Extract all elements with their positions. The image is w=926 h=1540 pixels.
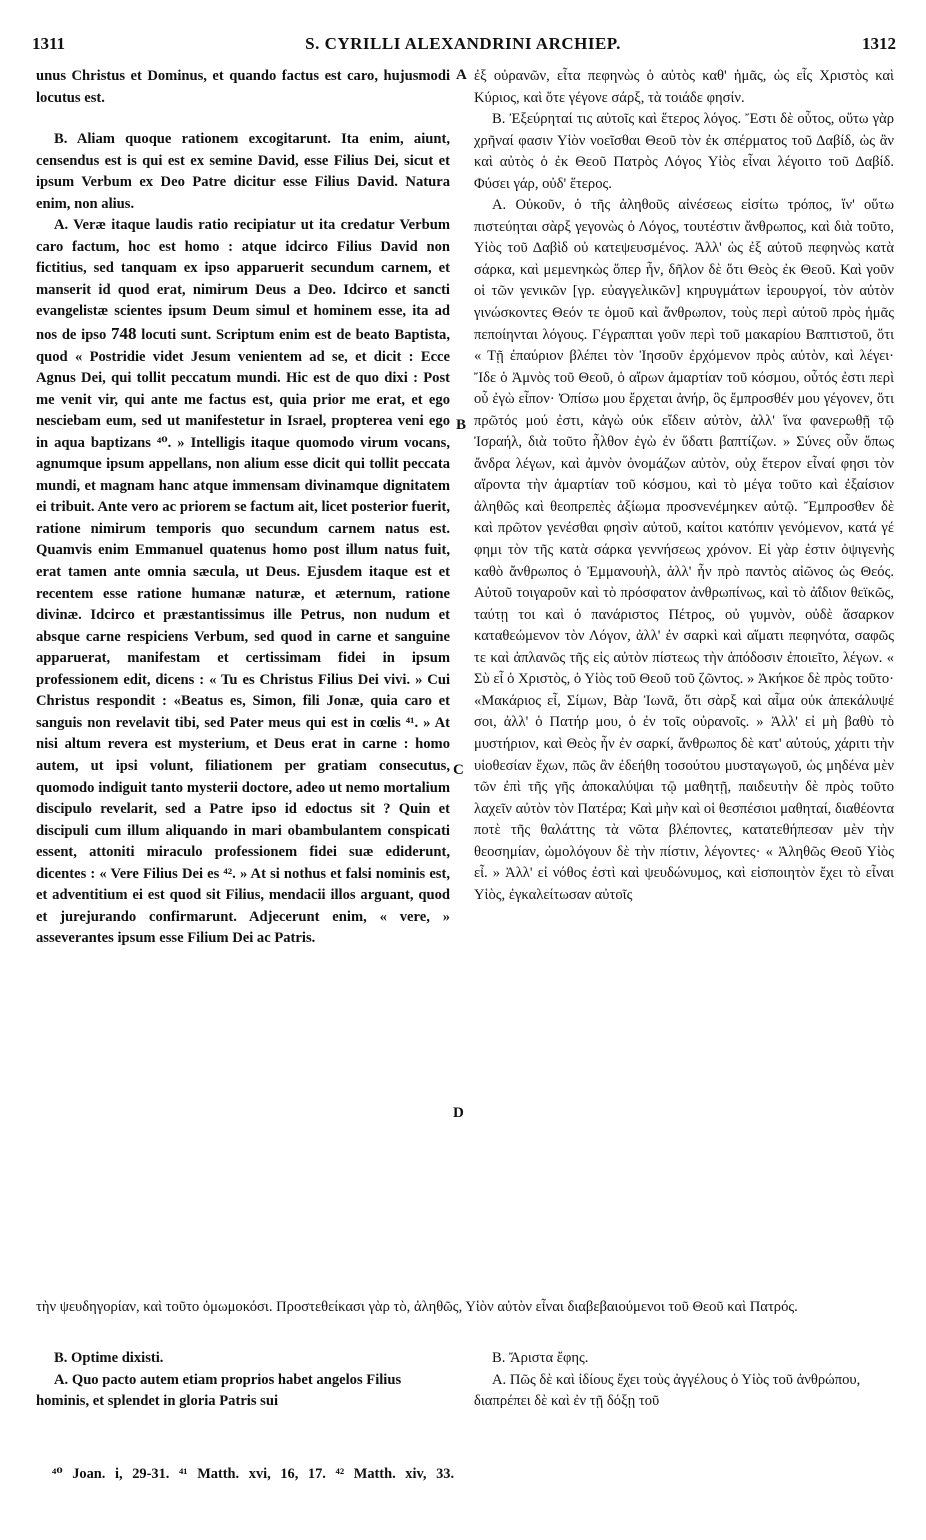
greek-bridge-line: τὴν ψευδηγορίαν, καὶ τοῦτο ὀμωμοκόσι. Προστεθείκασι γὰρ τὸ, ἀληθῶς, Υἱὸν αὐτὸν εἶναι διαβεβαιούμενοι τοῦ Θεοῦ καὶ Πατρός.: [36, 1299, 798, 1315]
latin-column: [36, 66, 450, 950]
latin-lower-block: [36, 1348, 450, 1413]
greek-lower-block: [474, 1348, 894, 1413]
page-number-right: 1312: [862, 34, 896, 53]
greek-response-b: B. Ἄριστα ἔφης.: [492, 1350, 589, 1366]
latin-response-b: B. Optime dixisti.: [54, 1350, 164, 1366]
column-number: 748: [111, 324, 137, 344]
margin-marker-a: A: [456, 67, 467, 83]
page-header: [26, 34, 900, 58]
page-number-left: 1311: [32, 34, 66, 53]
greek-column: [474, 66, 894, 906]
greek-paragraph-2: B. Ἐξεύρηταί τις αὐτοῖς καὶ ἕτερος λόγος. Ἔστι δὲ οὗτος, οὕτω γὰρ χρῆναί φασιν Υἱὸν νοεῖσθαι Θεοῦ τὸν ἐκ σπέρματος τοῦ Δαβίδ, ὡς ἂν καὶ αὐτὸς ὁ ἐκ Θεοῦ Πατρὸς Λόγος Υἱὸς εἶναι λέγοιτο τοῦ Δαβίδ. Φύσει γάρ, οὐδ' ἕτερος.: [474, 111, 894, 192]
margin-marker-d: D: [453, 1105, 464, 1121]
latin-paragraph-2: B. Aliam quoque rationem excogitarunt. Ita enim, aiunt, censendus est is qui est ex semine David, esse Filius Dei, sicut et ipsum Verbum ex Deo Patre dicitur esse Filius David. Natura enim, non alius.: [36, 131, 450, 212]
margin-marker-b: B: [456, 417, 467, 433]
latin-paragraph-3a: A. Veræ itaque laudis ratio recipiatur ut ita credatur Verbum caro factum, hoc est homo : atque idcirco Filius David non fictitius, sed tanquam ex ipso apparuerit secundum carnem, et manserit id quod erat, nimirum Deus a Deo. Idcirco et sancti evangelistæ scientes ipsum Deum simul et hominem esse, ita ad nos de ipso: [36, 217, 450, 344]
latin-paragraph-1: unus Christus et Dominus, et quando factus est caro, hujusmodi locutus est.: [36, 68, 450, 106]
footnotes: ⁴⁰ Joan. i, 29-31. ⁴¹ Matth. xvi, 16, 17. ⁴² Matth. xiv, 33.: [52, 1466, 455, 1482]
greek-paragraph-3: A. Οὐκοῦν, ὁ τῆς ἀληθοῦς αἰνέσεως εἰσίτω τρόπος, ἵν' οὕτω πιστεύηται σὰρξ γεγονὼς ὁ Λόγος, τουτέστιν ἄνθρωπος, καὶ διὰ τοῦτο, Υἱὸς τοῦ Δαβὶδ οὐ κατεψευσμένος. Ἀλλ' ὡς ἐξ αὐτοῦ πεφηνὼς κατὰ σάρκα, καὶ μεμενηκὼς ὅπερ ἦν, δῆλον δὲ ὅτι Θεὸς ἐκ Θεοῦ. Καὶ γοῦν οἱ τῶν γενικῶν [γρ. εὐαγγελικῶν] κηρυγμάτων ἱερουργοί, τὸν αὐτὸν γινώσκοντες Θεόν τε ὁμοῦ καὶ ἄνθρωπον, τοὺς περὶ αὐτοῦ πρὸς ἡμᾶς πεποίηνται λόγους. Γέγραπται γοῦν περὶ τοῦ μακαρίου Βαπτιστοῦ, ὅτι « Τῇ ἐπαύριον βλέπει τὸν Ἰησοῦν ἐρχόμενον πρὸς αὐτὸν, καὶ λέγει· Ἴδε ὁ Ἀμνὸς τοῦ Θεοῦ, ὁ αἴρων ἁμαρτίαν τοῦ κόσμου, οὗτός ἐστι περὶ οὗ ἐγὼ εἶπον· Ὀπίσω μου ἔρχεται ἀνήρ, ὃς ἔμπροσθέν μου γέγονεν, ὅτι πρῶτός μού ἐστι, κἀγὼ οὐκ εἴδειν αὐτὸν, ἀλλ' ἵνα φανερωθῇ τῷ Ἰσραήλ, διὰ τοῦτο ἦλθον ἐγὼ ἐν ὕδατι βαπτίζων. » Σύνες οὖν ὅπως ἄνδρα λέγων, καὶ ἀμνὸν ὀνομάζων αὐτὸν, οὐχ ἕτερον εἶναί φησι τὸν αἴροντα τὴν ἁμαρτίαν τοῦ κόσμου, καὶ τὸ μέγα τοῦτο καὶ ἐξαίσιον ἀληθῶς καὶ θεοπρεπὲς ἀξίωμα προσνενέμηκεν αὐτῷ. Ἔμπροσθεν δὲ καὶ πρῶτον γενέσθαι φησὶν αὐτοῦ, καίτοι κατόπιν γενόμενον, κατά γέ φημι τὸν τῆς κατὰ σάρκα γεννήσεως χρόνον. Εἰ γὰρ ἐστιν ὀψιγενὴς καθὸ ἄνθρωπος ὁ Ἐμμανουὴλ, ἀλλ' ἦν πρὸ παντὸς αἰῶνος ὡς Θεός. Αὐτοῦ τοιγαροῦν καὶ τὸ πρόσφατον ἀνθρωπίνως, καὶ τὸ ἀΐδιον θεϊκῶς, ταύτῃ τοι καὶ ὁ πανάριστος Πέτρος, οὐ γυμνὸν, οὐδὲ ἄσαρκον καταθεώμενον τὸν Λόγον, ἀλλ' ἐν σαρκὶ καὶ αἵματι πεφηνότα, σαφῶς τε καὶ ἀπλανῶς τῆς εἰς αὐτὸν πίστεως τὴν ἀπόδοσιν ἐποιεῖτο, λέγων. « Σὺ εἶ ὁ Χριστὸς, ὁ Υἱὸς τοῦ Θεοῦ τοῦ ζῶντος. » Ἀκήκοε δὲ πρὸς τοῦτο· «Μακάριος εἶ, Σίμων, Βὰρ Ἰωνᾶ, ὅτι σὰρξ καὶ αἷμα οὐκ ἀπεκάλυψέ σοι, ἀλλ' ὁ Πατήρ μου, ὁ ἐν τοῖς οὐρανοῖς. » Ἀλλ' εἰ μὴ βαθὺ τὸ μυστήριον, καὶ Θεὸς ἦν ἐν σαρκί, ἄνθρωπος δὲ κατ' αὐτούς, χάριτι τὴν υἱοθεσίαν ἔχων, πῶς ἂν ἐδεήθη τοσούτου μυσταγωγοῦ, ὡς μηδένα μὲν τῶν ἐπὶ τῆς γῆς ἀποκαλύψαι τῷ μαθητῇ, παιδευτὴν δὲ πρὸς τοῦτο λαχεῖν αὐτὸν τὸν Πατέρα; Καὶ μὴν καὶ οἱ θεσπέσιοι μαθηταί, διαθέοντα ποτὲ τῆς θαλάττης τὰ νῶτα βλέποντες, κατατεθήπεσαν μὲν τὴν θεοσημίαν, ὡμολόγουν δὲ τὴν πίστιν, λέγοντες· « Ἀληθῶς Θεοῦ Υἱὸς εἶ. » Ἀλλ' εἰ νόθος ἐστὶ καὶ ψευδώνυμος, καὶ εἰσποιητὸν ἔχει τὸ εἶναι Υἱὸς, ἐγκαλείτωσαν αὐτοῖς: [474, 197, 894, 903]
running-title: S. CYRILLI ALEXANDRINI ARCHIEP.: [305, 34, 621, 53]
greek-paragraph-1: ἐξ οὐρανῶν, εἶτα πεφηνὼς ὁ αὐτὸς καθ' ἡμᾶς, ὡς εἷς Χριστὸς καὶ Κύριος, καὶ ὅτε γέγονε σάρξ, τὰ τοιάδε φησίν.: [474, 68, 894, 106]
greek-response-a: A. Πῶς δὲ καὶ ἰδίους ἔχει τοὺς ἀγγέλους ὁ Υἱὸς τοῦ ἀνθρώπου, διαπρέπει δὲ καὶ ἐν τῇ δόξῃ τοῦ: [474, 1371, 861, 1410]
margin-marker-c: C: [453, 762, 464, 778]
latin-response-a: A. Quo pacto autem etiam proprios habet angelos Filius hominis, et splendet in gloria Patris sui: [36, 1371, 402, 1410]
latin-paragraph-3b: locuti sunt. Scriptum enim est de beato Baptista, quod « Postridie videt Jesum venientem ad se, et dicit : Ecce Agnus Dei, qui tollit peccatum mundi. Hic est de quo dixi : Post me venit vir, qui ante me factus est, quia prior me erat, et ego nesciebam eum, sed ut manifestetur in Israel, propterea veni ego in aqua baptizans ⁴⁰. » Intelligis itaque quomodo virum vocans, agnumque ipsum appellans, non alium esse dicit qui tollit peccata mundi, et magnam hanc atque immensam divinamque dignitatem ei tribuit. Ante vero ac priorem se factum ait, licet posterior fuerit, ratione nimirum temporis quo secundum carnem natus est. Quamvis enim Emmanuel quatenus homo post illum natus fuit, erat tamen ante omnia sæcula, ut Deus. Ejusdem itaque est et recentem esse ratione humanæ naturæ, et æternum, ratione divinæ. Idcirco et præstantissimus ille Petrus, non nudum et absque carne respiciens Verbum, sed quod in carne et sanguine apparuerat, manifestam et certissimam fidei in ipsum professionem edit, dicens : « Tu es Christus Filius Dei vivi. » Cui Christus respondit : «Beatus es, Simon, fili Jonæ, quia caro et sanguis non revelavit tibi, sed Pater meus qui est in cœlis ⁴¹. » At nisi altum revera est mysterium, et Deus erat in carne : homo autem, ut ipsi volunt, filiationem per gratiam consecutus, quomodo indiguit tanto mysterii doctore, adeo ut nemo mortalium discipulo revelarit, sed a Patre ipso id edoctus sit ? Quin et discipuli cum illum aliquando in mari obambulantem conspicati essent, attoniti miraculo professionem fidei suæ ediderunt, dicentes : « Vere Filius Dei es ⁴². » At si nothus et falsi nominis est, et adventitium ei est quod sit Filius, mendacii illos arguant, quod et jurejurando confirmarunt. Adjecerunt enim, « vere, » asseverantes ipsum esse Filium Dei ac Patris.: [36, 327, 451, 947]
latin-paragraph-3: [36, 215, 450, 950]
